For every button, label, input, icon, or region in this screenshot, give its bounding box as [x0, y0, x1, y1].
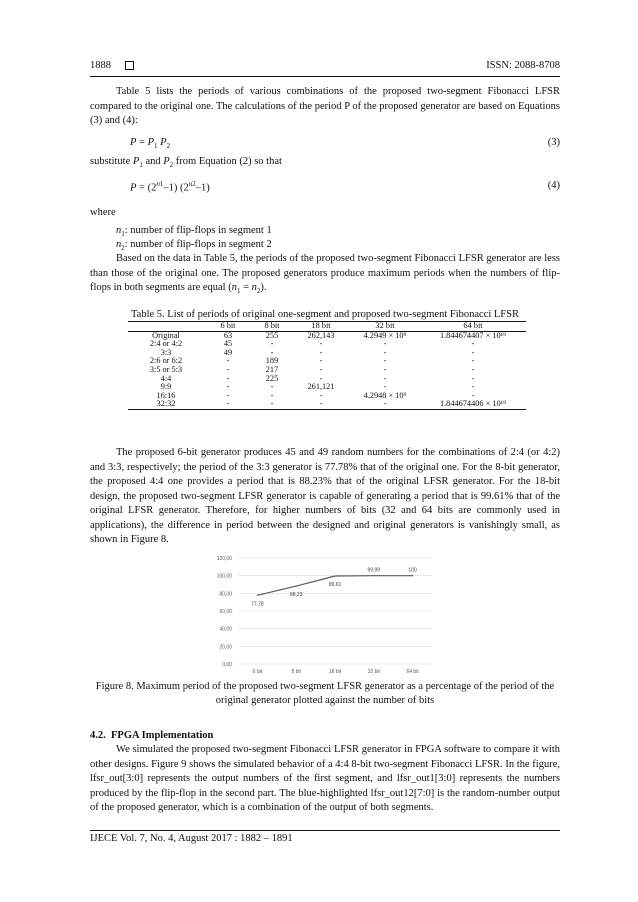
data-label: 99,61 [328, 582, 342, 589]
data-point [412, 575, 413, 576]
page-header [90, 60, 560, 71]
table-row: 3:5 or 5:3 - 217 - - - [149, 364, 475, 374]
table-header-cell [128, 322, 204, 332]
figure8-caption [90, 680, 560, 708]
n2-definition: $n_2$: number of flip-flops in segment 2 [116, 239, 272, 253]
issn: ISSN: 2088-8708 [486, 60, 560, 71]
header-rule [90, 76, 560, 77]
equation-3: $P = P_1$ $P_2$ (3) [130, 137, 560, 151]
footer-rule [90, 830, 560, 831]
data-point [257, 595, 258, 596]
table5 [128, 321, 526, 410]
x-tick-label: 6 bit [252, 669, 263, 675]
y-tick-label: 40,00 [219, 626, 232, 633]
table-row: 32:32 - - - - 1.844674406 × 10¹⁹ [128, 400, 526, 409]
figure8-line-chart [200, 552, 440, 678]
figure8-caption-line1: Figure 8. Maximum period of the proposed two-segment LFSR generator as a percentage of the period of the [95, 681, 555, 692]
x-tick-label: 32 bit [367, 669, 380, 675]
paragraph-fpga: We simulated the proposed two-segment Fibonacci LFSR generator in FPGA software to compare it with other designs. Figure 9 shows the simulated behavior of a 4:4 8-bit two-segment Fibonacci LFSR. In the figure, lfsr_out[3:0] represents the output numbers of the first segment, and lfsr_out1[3:0] represents the numbers produced by the flip-flop in the second part. The blue-highlighted lfsr_out12[7:0] is the random-number output of the proposed generator, which is a combination of the output of both segments. [90, 744, 560, 813]
table-header-cell: 64 bit [420, 322, 526, 332]
section-title: FPGA Implementation [111, 730, 214, 741]
table-header-cell: 6 bit [204, 322, 252, 332]
table-header-cell: 18 bit [292, 322, 350, 332]
y-tick-label: 60,00 [219, 609, 232, 615]
data-point [334, 575, 335, 576]
paragraph-results: The proposed 6-bit generator produces 45 and 49 random numbers for the combinations of 2:4 (or 4:2) and 3:3, respectively; the period of the 3:3 generator is 77.78% that of the original one. For the 8-bit generator, the proposed 4:4 one provides a period that is 88.23% that of the original LFSR generator. For the 18-bit design, the proposed two-segment LFSR generator is capable of generating a period that is 99.61% that of the original LFSR generator. Therefore, for higher numbers of bits (32 and 64 bits are commonly used in applications), the difference in period between the designed and original generators is vanishingly small, as shown in Figure 8. [90, 447, 560, 545]
paragraph-table5-intro: Table 5 lists the periods of various combinations of the proposed two-segment Fibonacci LFSR compared to the original one. The calculations of the period P of the proposed generator are based on Equations (3) and (4): [90, 86, 560, 126]
table-header-cell: 32 bit [350, 322, 420, 332]
page-footer: IJECE Vol. 7, No. 4, August 2017 : 1882 – 1891 [90, 833, 293, 844]
data-label: 88,23 [289, 592, 303, 599]
substitute-line: substitute $P_1$ and $P_2$ from Equation (2) so that [90, 156, 282, 170]
y-tick-label: 0,00 [222, 662, 232, 668]
table-header-row [128, 322, 526, 332]
equation-4-number: (4) [547, 180, 560, 191]
where-label: where [90, 207, 116, 218]
table-row: 2:4 or 4:2 45 - - - - [149, 339, 475, 349]
section-heading [90, 730, 213, 741]
equation-3-number: (3) [547, 137, 560, 148]
y-tick-label: 100,00 [216, 573, 232, 580]
equation-4: $P = (2^{n1}-1)$ $(2^{n2}-1)$ (4) [130, 180, 560, 194]
data-label: 77,78 [251, 601, 264, 608]
table-row: 9:9 - - 261,121 - - [160, 382, 475, 392]
x-tick-label: 8 bit [291, 669, 301, 675]
table-row: 2:6 or 6:2 - 189 - - - [149, 356, 475, 366]
y-tick-label: 20,00 [219, 644, 232, 651]
n1-definition: $n_1$: number of flip-flops in segment 1 [116, 225, 272, 239]
figure8-caption-line2: original generator plotted against the number of bits [215, 695, 435, 706]
x-tick-label: 18 bit [328, 669, 342, 675]
table-row: Original 63 255 262,143 4.2949 × 10⁹ 1.844674407 × 10¹⁹ [152, 330, 507, 340]
square-bullet-icon [125, 61, 134, 70]
paragraph-table5-analysis: Based on the data in Table 5, the periods of the proposed two-segment Fibonacci LFSR generator are less than those of the original one. The proposed generators produce maximum periods when the numbers of flip-flops in both segments are equal $(n_1 = n_2)$. [90, 253, 560, 296]
section-number: 4.2. [90, 730, 106, 741]
data-label: 100 [408, 567, 417, 574]
table-row: 4:4 - 225 - - - [160, 373, 475, 383]
table-row: 3:3 49 - - - - [160, 347, 475, 357]
y-tick-label: 120,00 [216, 556, 232, 562]
page-number: 1888 [90, 60, 111, 71]
x-tick-label: 64 bit [406, 669, 419, 675]
data-label: 99,99 [367, 567, 381, 574]
data-point [373, 575, 374, 576]
y-tick-label: 80,00 [219, 591, 232, 598]
table5-caption: Table 5. List of periods of original one-segment and proposed two-segment Fibonacci LFSR [131, 309, 519, 320]
data-point [296, 585, 297, 586]
table-header-cell: 8 bit [252, 322, 292, 332]
table-row: 16:16 - - - 4.2948 × 10⁹ - [156, 390, 475, 400]
